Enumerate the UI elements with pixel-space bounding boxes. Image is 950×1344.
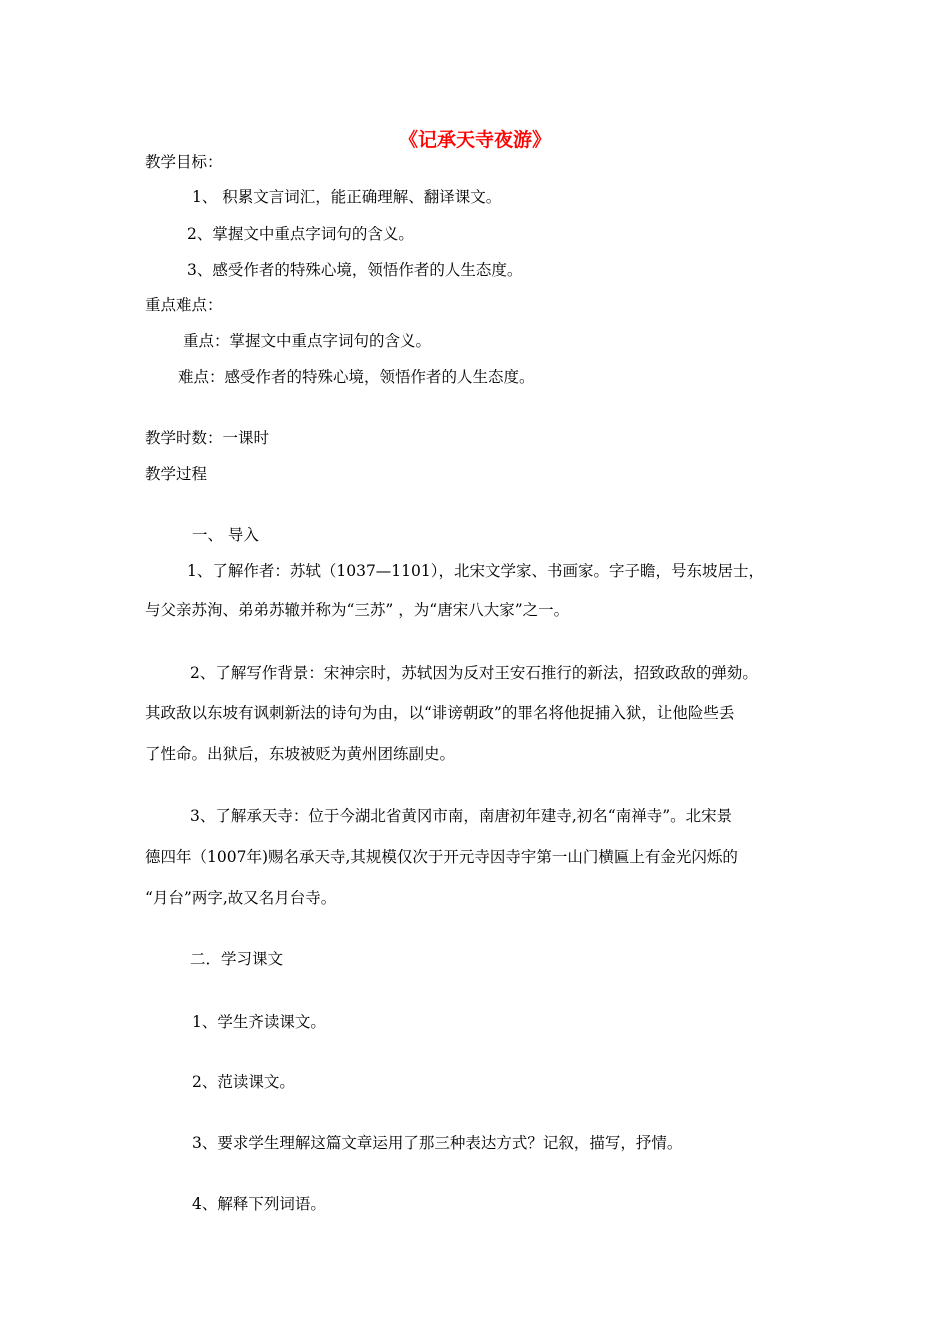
objective-item-3: 3、感受作者的特殊心境，领悟作者的人生态度。: [187, 261, 523, 279]
section1-item3-line1: 3、了解承天寺：位于今湖北省黄冈市南，南唐初年建寺,初名“南禅寺”。北宋景: [190, 807, 733, 825]
section1-heading: 一、 导入: [192, 526, 259, 544]
section2-heading: 二．学习课文: [190, 950, 284, 968]
section1-item3-line2: 德四年（1007年)赐名承天寺,其规模仅次于开元寺因寺宇第一山门横匾上有金光闪烁的: [145, 848, 738, 866]
section1-item2-line1: 2、了解写作背景：宋神宗时，苏轼因为反对王安石推行的新法，招致政敌的弹劾。: [190, 664, 758, 682]
objectives-heading: 教学目标：: [145, 153, 223, 171]
section1-item3-line3: “月台”两字,故又名月台寺。: [145, 889, 337, 907]
objective-item-2: 2、掌握文中重点字词句的含义。: [187, 225, 414, 243]
section2-item-4: 4、解释下列词语。: [192, 1195, 326, 1213]
objective-item-1: 1、 积累文言词汇，能正确理解、翻译课文。: [192, 188, 502, 206]
section2-item-3: 3、要求学生理解这篇文章运用了那三种表达方式？记叙，描写，抒情。: [192, 1134, 683, 1152]
section1-item1-line1: 1、了解作者：苏轼（1037—1101），北宋文学家、书画家。字子瞻，号东坡居士，: [187, 562, 765, 580]
process-heading: 教学过程: [145, 465, 208, 483]
difficult-point: 难点：感受作者的特殊心境，领悟作者的人生态度。: [178, 368, 535, 386]
key-points-heading: 重点难点：: [145, 296, 223, 314]
document-title: 《记承天寺夜游》: [398, 129, 551, 151]
key-point: 重点：掌握文中重点字词句的含义。: [183, 332, 432, 350]
section1-item2-line3: 了性命。出狱后，东坡被贬为黄州团练副史。: [145, 745, 456, 763]
section1-item2-line2: 其政敌以东坡有讽刺新法的诗句为由，以“诽谤朝政”的罪名将他捉捕入狱，让他险些丢: [145, 704, 735, 722]
section2-item-1: 1、学生齐读课文。: [192, 1013, 326, 1031]
section2-item-2: 2、范读课文。: [192, 1073, 295, 1091]
section1-item1-line2: 与父亲苏洵、弟弟苏辙并称为“三苏” ，为“唐宋八大家”之一。: [145, 601, 570, 619]
class-hours: 教学时数：一课时: [145, 429, 270, 447]
